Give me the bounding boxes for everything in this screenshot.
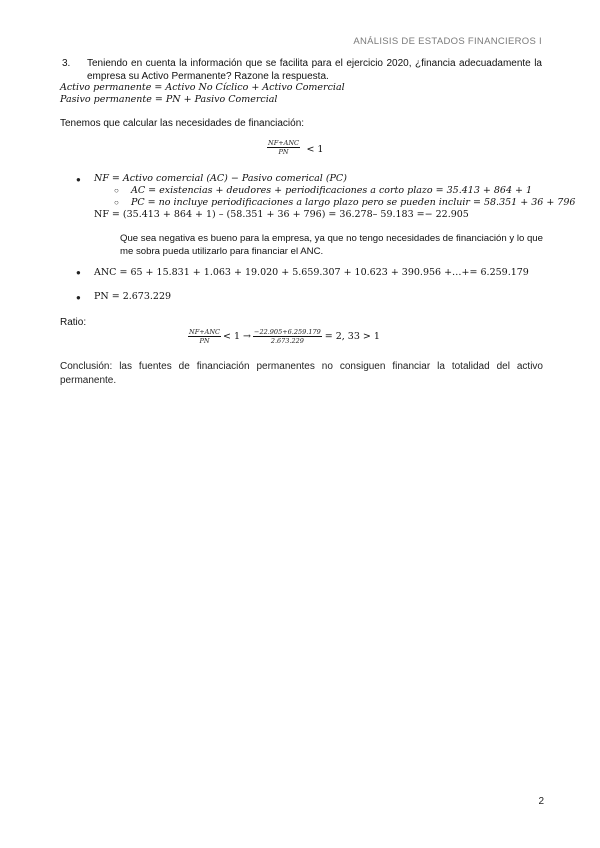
nf-definition: NF = Activo comercial (AC) − Pasivo comerical (PC): [94, 173, 347, 184]
pc-definition: PC = no incluye periodificaciones a largo plazo pero se pueden incluir = 58.351 + 36 + 796: [131, 197, 576, 208]
comment-line-2: me sobra pueda utilizarlo para financiar el ANC.: [120, 246, 324, 257]
nf-calculation: NF = (35.413 + 864 + 1) – (58.351 + 36 + 796) = 36.278– 59.183 =− 22.905: [94, 209, 469, 220]
ratio-condition-fraction: [267, 139, 300, 156]
ratio-condition-denominator: PN: [278, 148, 289, 157]
ratio-condition-comparison: < 1: [306, 144, 324, 155]
page-header: ANÁLISIS DE ESTADOS FINANCIEROS I: [353, 36, 542, 47]
comment-line-1: Que sea negativa es bueno para la empresa, ya que no tengo necesidades de financiación y lo que: [120, 233, 543, 244]
ratio-fraction-2-denominator: 2.673.229: [270, 337, 304, 345]
ratio-condition: [267, 139, 323, 157]
ratio-fraction-1-denominator: PN: [199, 337, 210, 345]
ratio-equation: [188, 328, 380, 345]
sub-bullet-marker: ○: [114, 198, 119, 207]
ratio-fraction-2-numerator: −22.905+6.259.179: [254, 328, 321, 336]
definition-pasivo-permanente: Pasivo permanente = PN + Pasivo Comercial: [60, 94, 278, 105]
anc-calculation: ANC = 65 + 15.831 + 1.063 + 19.020 + 5.659.307 + 10.623 + 390.956 +…+= 6.259.179: [94, 267, 529, 278]
bullet-marker: ●: [76, 268, 81, 277]
conclusion-text: Conclusión: las fuentes de financiación permanentes no consiguen financiar la totalidad del activo permanente.: [60, 361, 543, 386]
sub-bullet-marker: ○: [114, 186, 119, 195]
bullet-marker: ●: [76, 293, 81, 302]
page-number: 2: [538, 796, 544, 807]
ratio-fraction-1-numerator: NF+ANC: [189, 328, 220, 336]
question-number: 3.: [62, 58, 71, 69]
bullet-marker: ●: [76, 175, 81, 184]
ratio-label: Ratio:: [60, 317, 87, 328]
ratio-condition-numerator: NF+ANC: [268, 139, 299, 148]
question-text: Teniendo en cuenta la información que se facilita para el ejercicio 2020, ¿financia adecuadamente la empresa su Activo Permanente? Razone la respuesta.: [87, 58, 542, 82]
intro-text: Tenemos que calcular las necesidades de financiación:: [60, 118, 305, 129]
pn-value: PN = 2.673.229: [94, 291, 172, 302]
ac-definition: AC = existencias + deudores + periodificaciones a corto plazo = 35.413 + 864 + 1: [131, 185, 533, 196]
ratio-fraction-2: [253, 328, 322, 345]
ratio-fraction-1: [188, 328, 221, 345]
ratio-comparison: < 1 →: [223, 331, 252, 342]
definition-activo-permanente: Activo permanente = Activo No Cíclico + Activo Comercial: [60, 82, 345, 93]
ratio-result: = 2, 33 > 1: [324, 331, 380, 342]
